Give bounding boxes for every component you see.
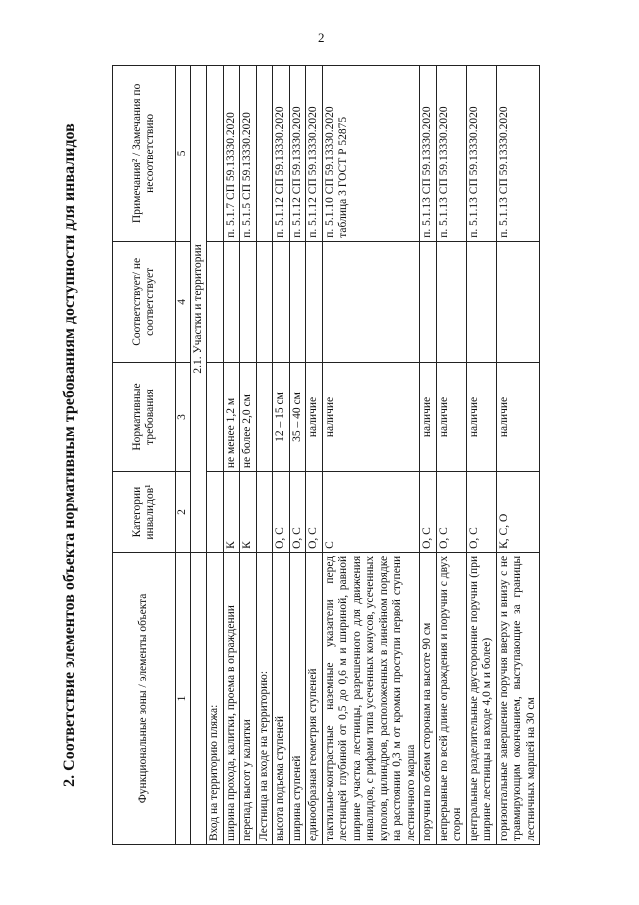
page-number: 2 <box>318 30 325 45</box>
header-compliance: Соответствует/ не соответствует <box>113 241 176 362</box>
header-notes: Примечания² / Замечания по несоответствию <box>113 66 176 242</box>
table-row <box>207 66 224 845</box>
cell-compliance <box>240 241 257 362</box>
cell-category: К <box>240 472 257 553</box>
cell-category: О, С <box>306 472 323 553</box>
cell-element: центральные разделительные двусторонние поручни (при ширине лестницы на входе 4,0 м и более) <box>466 552 496 844</box>
table-row <box>420 66 437 845</box>
cell-note <box>256 66 273 242</box>
table-row <box>436 66 466 845</box>
column-number: 3 <box>176 362 191 471</box>
cell-requirement: наличие <box>322 362 420 471</box>
cell-element: тактильно-контрастные наземные указатели перед лестницей глубиной от 0,5 до 0,6 м и шириной, равной ширине участка лестницы, разрешенного для движения инвалидов, с рифами типа усеченных конусов, усеченных куполов, цилиндров, расположенных в линейном порядке на расстоянии 0,3 м от кромки проступи первой ступени лестничного марша <box>322 552 420 844</box>
cell-note: п. 5.1.5 СП 59.13330.2020 <box>240 66 257 242</box>
header-row <box>113 66 176 845</box>
cell-element: поручни по обеим сторонам на высоте 90 см <box>420 552 437 844</box>
table-row <box>466 66 496 845</box>
cell-compliance <box>436 241 466 362</box>
cell-compliance <box>322 241 420 362</box>
cell-compliance <box>466 241 496 362</box>
cell-category <box>207 472 224 553</box>
cell-note: п. 5.1.10 СП 59.13330.2020 таблица 3 ГОСТ Р 52875 <box>322 66 420 242</box>
cell-requirement: 35 – 40 см <box>289 362 306 471</box>
cell-compliance <box>420 241 437 362</box>
header-normative-requirements: Нормативные требования <box>113 362 176 471</box>
column-number: 1 <box>176 552 191 844</box>
cell-compliance <box>256 241 273 362</box>
cell-element: ширина прохода, калитки, проема в ограждении <box>223 552 240 844</box>
table-row <box>322 66 420 845</box>
cell-requirement <box>207 362 224 471</box>
cell-note: п. 5.1.13 СП 59.13330.2020 <box>420 66 437 242</box>
cell-requirement: не менее 1,2 м <box>223 362 240 471</box>
section-title: 2.1. Участки и территории <box>190 66 207 553</box>
cell-compliance <box>273 241 290 362</box>
table-row <box>289 66 306 845</box>
cell-requirement: наличие <box>436 362 466 471</box>
cell-category: К <box>223 472 240 553</box>
cell-requirement: наличие <box>306 362 323 471</box>
accessibility-table <box>112 65 540 845</box>
cell-note <box>207 66 224 242</box>
cell-compliance <box>306 241 323 362</box>
column-number: 4 <box>176 241 191 362</box>
cell-note: п. 5.1.12 СП 59.13330.2020 <box>306 66 323 242</box>
cell-requirement <box>256 362 273 471</box>
header-functional-zones: Функциональные зоны / элементы объекта <box>113 552 176 844</box>
section-heading: 2. Соответствие элементов объекта нормативным требованиям доступности для инвалидов <box>61 123 78 787</box>
cell-note: п. 5.1.13 СП 59.13330.2020 <box>496 66 540 242</box>
table-row <box>496 66 540 845</box>
cell-element: перепад высот у калитки <box>240 552 257 844</box>
cell-element: ширина ступеней <box>289 552 306 844</box>
cell-category: О, С <box>273 472 290 553</box>
cell-compliance <box>207 241 224 362</box>
cell-category: О, С <box>466 472 496 553</box>
cell-requirement: 12 – 15 см <box>273 362 290 471</box>
cell-element: единообразная геометрия ступеней <box>306 552 323 844</box>
table-row <box>223 66 240 845</box>
cell-note: п. 5.1.13 СП 59.13330.2020 <box>436 66 466 242</box>
cell-category: О, С <box>436 472 466 553</box>
cell-requirement: наличие <box>496 362 540 471</box>
cell-compliance <box>496 241 540 362</box>
table-row <box>256 66 273 845</box>
column-number: 5 <box>176 66 191 242</box>
cell-element: Лестница на входе на территорию: <box>256 552 273 844</box>
header-disability-categories: Категории инвалидов¹ <box>113 472 176 553</box>
cell-category: К, С, О <box>496 472 540 553</box>
cell-note: п. 5.1.13 СП 59.13330.2020 <box>466 66 496 242</box>
section-row <box>190 66 207 845</box>
cell-requirement: наличие <box>420 362 437 471</box>
cell-category: О, С <box>420 472 437 553</box>
cell-compliance <box>223 241 240 362</box>
cell-note: п. 5.1.7 СП 59.13330.2020 <box>223 66 240 242</box>
table-row <box>240 66 257 845</box>
cell-note: п. 5.1.12 СП 59.13330.2020 <box>289 66 306 242</box>
cell-element: Вход на территорию пляжа: <box>207 552 224 844</box>
cell-category: С <box>322 472 420 553</box>
cell-category: О, С <box>289 472 306 553</box>
column-number: 2 <box>176 472 191 553</box>
column-number-row <box>176 66 191 845</box>
cell-compliance <box>289 241 306 362</box>
rotated-page-content <box>60 65 590 845</box>
cell-note: п. 5.1.12 СП 59.13330.2020 <box>273 66 290 242</box>
cell-requirement: не более 2,0 см <box>240 362 257 471</box>
table-row <box>273 66 290 845</box>
table-row <box>306 66 323 845</box>
cell-category <box>256 472 273 553</box>
cell-requirement: наличие <box>466 362 496 471</box>
cell-element: горизонтальные завершение поручня вверху и внизу с не травмирующим окончанием, выступающие за границы лестничных маршей на 30 см <box>496 552 540 844</box>
cell-element: высота подъема ступеней <box>273 552 290 844</box>
cell-element: непрерывные по всей длине ограждения и поручни с двух сторон <box>436 552 466 844</box>
